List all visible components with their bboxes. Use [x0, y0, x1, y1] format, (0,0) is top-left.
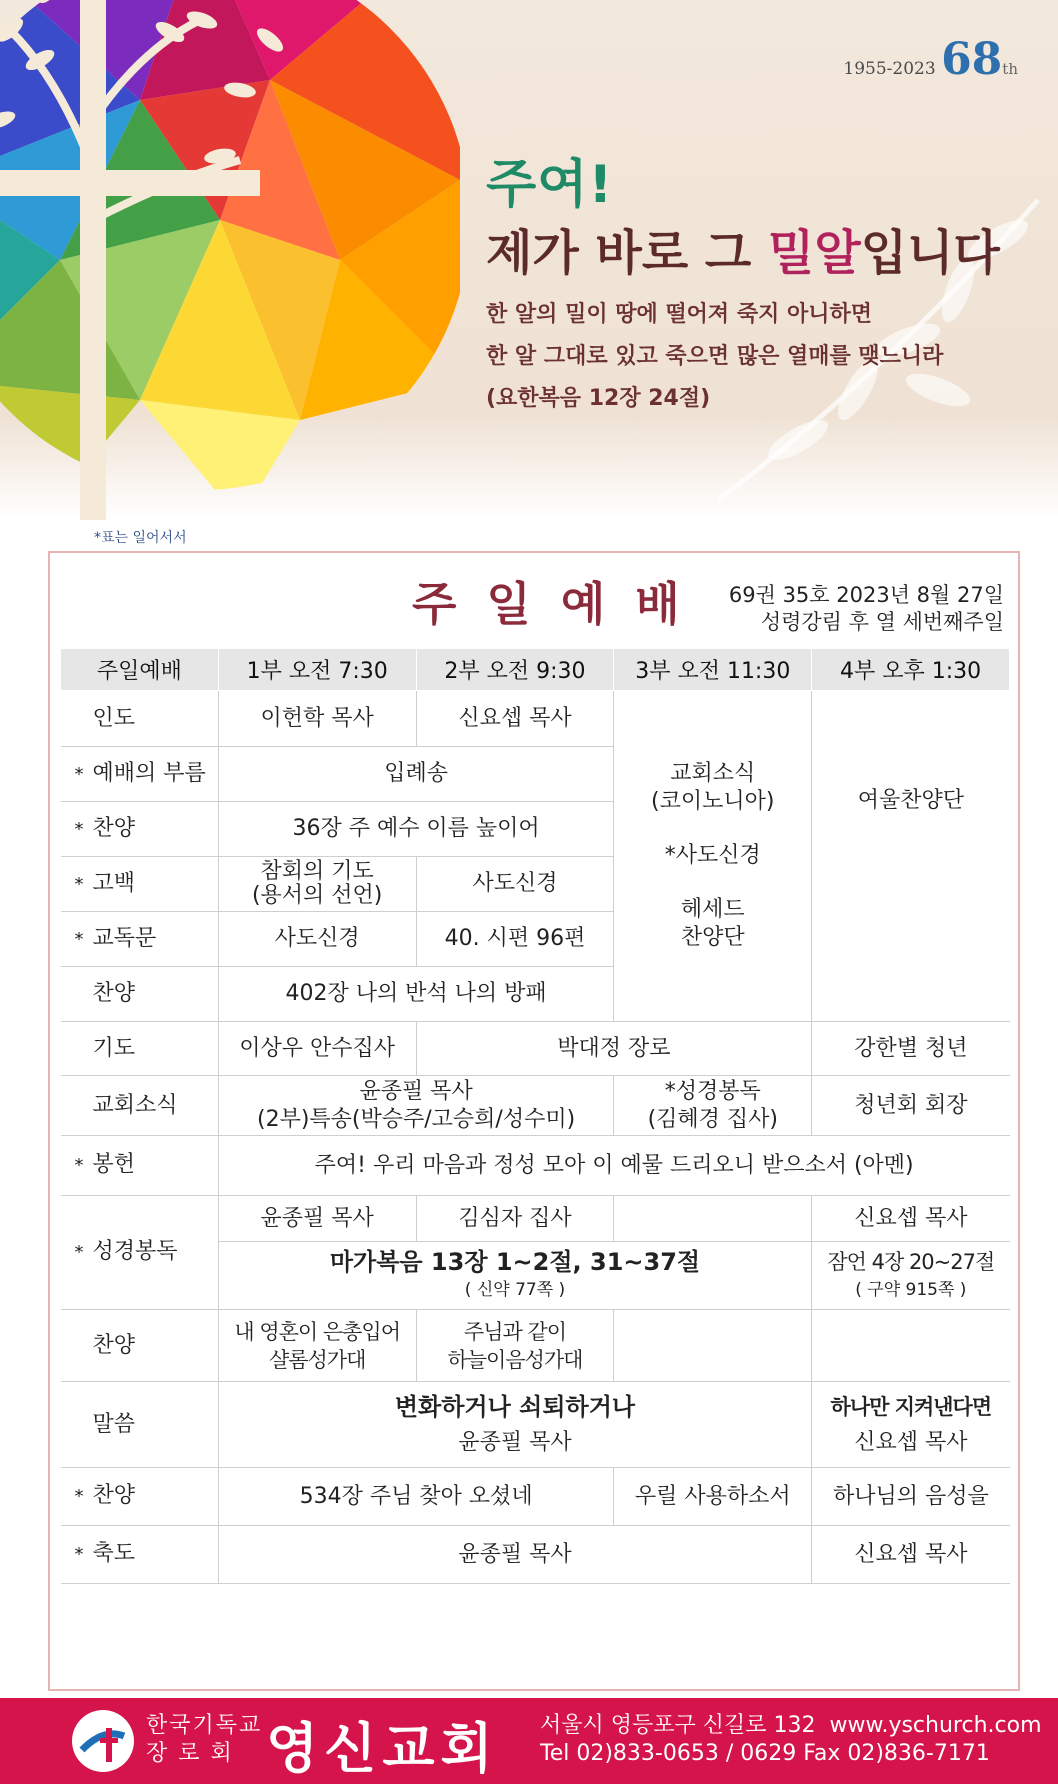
- table-cell-line: 찬양단: [680, 925, 745, 950]
- table-cell-empty: [614, 1196, 812, 1242]
- table-cell: [812, 1382, 1010, 1468]
- column-header: 1부 오전 7:30: [218, 649, 416, 691]
- table-row: [61, 1136, 1010, 1196]
- table-cell-line: (김혜경 집사): [647, 1106, 778, 1132]
- scripture-passage: 잠언 4장 20~27절: [827, 1249, 995, 1274]
- headline-highlight: 밀알: [767, 225, 861, 281]
- row-label: 찬양: [61, 967, 219, 1022]
- row-label-text: 예배의 부름: [92, 760, 206, 786]
- table-cell: [218, 1382, 811, 1468]
- table-cell: 윤종필 목사: [218, 1526, 811, 1584]
- table-header-row: [61, 649, 1010, 691]
- row-label: [61, 1196, 219, 1310]
- table-cell: [218, 857, 416, 912]
- table-row: [61, 1310, 1010, 1382]
- table-cell: [812, 1242, 1010, 1310]
- table-cell: 사도신경: [416, 857, 614, 912]
- table-cell-line: 교회소식: [670, 761, 756, 786]
- stand-marker: *: [74, 1486, 84, 1507]
- table-cell: 이헌학 목사: [218, 691, 416, 747]
- church-address: 서울시 영등포구 신길로 132: [540, 1713, 816, 1738]
- row-label: [61, 857, 219, 912]
- table-row: [61, 1468, 1010, 1526]
- table-cell: [218, 1242, 811, 1310]
- sermon-preacher: 신요셉 목사: [854, 1429, 968, 1455]
- table-cell: 김심자 집사: [416, 1196, 614, 1242]
- stand-marker: *: [74, 763, 84, 785]
- worship-order-table: [60, 648, 1010, 1584]
- table-cell: 주여! 우리 마음과 정성 모아 이 예물 드리오니 받으소서 (아멘): [218, 1136, 1009, 1196]
- table-cell: 40. 시편 96편: [416, 912, 614, 967]
- worship-title: 주일예배: [412, 577, 710, 631]
- table-cell-line: (2부)특송(박승주/고승희/성수미): [256, 1106, 576, 1132]
- column-header: 3부 오전 11:30: [614, 649, 812, 691]
- table-row: [61, 1382, 1010, 1468]
- row-label: 기도: [61, 1022, 219, 1076]
- service3-block: [614, 691, 812, 1022]
- denomination-line-2: 장 로 회: [146, 1741, 234, 1766]
- scripture-verse: [486, 294, 943, 420]
- stand-note: *표는 일어서서: [94, 530, 187, 546]
- stand-marker: *: [74, 1242, 84, 1263]
- table-cell: 이상우 안수집사: [218, 1022, 416, 1076]
- row-label-text: 교독문: [92, 925, 157, 951]
- row-label-text: 찬양: [92, 1483, 136, 1508]
- issue-info: [729, 582, 1004, 636]
- row-label: [61, 1136, 219, 1196]
- denomination-line-1: 한국기독교: [146, 1713, 263, 1738]
- sermon-preacher: 윤종필 목사: [458, 1429, 572, 1455]
- sermon-title: 변화하거나 쇠퇴하거나: [394, 1392, 636, 1421]
- sermon-title: 하나만 지켜낸다면: [830, 1394, 992, 1419]
- table-cell: 하나님의 음성을: [812, 1468, 1010, 1526]
- verse-line-2: 한 알 그대로 있고 죽으면 많은 열매를 맺느니라: [486, 344, 944, 369]
- row-label-text: 성경봉독: [92, 1239, 178, 1264]
- stand-marker: *: [74, 1544, 84, 1565]
- table-row: [61, 1196, 1010, 1242]
- table-cell-empty: [812, 1310, 1010, 1382]
- headline-lord: 주여!: [486, 155, 614, 215]
- table-row: [61, 691, 1010, 747]
- row-label: 말씀: [61, 1382, 219, 1468]
- table-cell: 강한별 청년: [812, 1022, 1010, 1076]
- verse-reference: (요한복음 12장 24절): [486, 386, 711, 411]
- table-cell-line: 주님과 같이: [463, 1319, 567, 1344]
- table-cell-line: (코이노니아): [651, 789, 775, 814]
- table-cell: 신요셉 목사: [812, 1526, 1010, 1584]
- row-label: 교회소식: [61, 1076, 219, 1136]
- row-label-text: 봉헌: [92, 1152, 136, 1177]
- anniversary-badge: [843, 34, 1018, 85]
- table-cell: 윤종필 목사: [218, 1196, 416, 1242]
- row-label: [61, 802, 219, 857]
- table-cell: 신요셉 목사: [812, 1196, 1010, 1242]
- row-label-text: 고백: [92, 870, 136, 896]
- column-header: 주일예배: [61, 649, 219, 691]
- table-cell: 청년회 회장: [812, 1076, 1010, 1136]
- headline-pre: 제가 바로 그: [486, 225, 768, 281]
- table-cell: 입례송: [218, 747, 614, 802]
- table-cell: [218, 1310, 416, 1382]
- table-cell: [614, 1076, 812, 1136]
- stand-marker: *: [74, 1155, 84, 1176]
- table-row: [61, 1076, 1010, 1136]
- table-cell-line: 헤세드: [680, 897, 745, 922]
- table-cell-line: 하늘이음성가대: [447, 1347, 583, 1372]
- church-contact: [540, 1712, 1042, 1768]
- table-cell: 36장 주 예수 이름 높이어: [218, 802, 614, 857]
- row-label: [61, 912, 219, 967]
- scripture-page: ( 신약 77쪽 ): [464, 1279, 566, 1300]
- row-label-text: 축도: [92, 1541, 136, 1566]
- table-cell: [416, 1310, 614, 1382]
- table-cell-line: 내 영혼이 은총입어: [234, 1319, 400, 1344]
- table-cell: 신요셉 목사: [416, 691, 614, 747]
- table-cell: 사도신경: [218, 912, 416, 967]
- stand-marker: *: [74, 818, 84, 840]
- table-cell-line: *사도신경: [664, 843, 761, 868]
- service4-block: 여울찬양단: [812, 691, 1010, 1022]
- church-logo-icon: [72, 1710, 134, 1772]
- headline-post: 입니다: [860, 225, 1000, 281]
- verse-line-1: 한 알의 밀이 땅에 떨어져 죽지 아니하면: [486, 302, 872, 327]
- scripture-page: ( 구약 915쪽 ): [855, 1279, 967, 1300]
- table-cell: 534장 주님 찾아 오셨네: [218, 1468, 614, 1526]
- row-label-text: 찬양: [92, 815, 136, 841]
- row-label: 찬양: [61, 1310, 219, 1382]
- table-cell-line: 샬롬성가대: [268, 1347, 366, 1372]
- headline-main: [486, 214, 1000, 283]
- table-row: [61, 1526, 1010, 1584]
- row-label: [61, 1526, 219, 1584]
- table-cell-line: *성경봉독: [664, 1078, 761, 1104]
- stand-marker: *: [74, 873, 84, 895]
- issue-number-date: 69권 35호 2023년 8월 27일: [728, 583, 1004, 607]
- church-name: 영신교회: [266, 1717, 499, 1780]
- scripture-passage: 마가복음 13장 1~2절, 31~37절: [329, 1247, 701, 1276]
- table-row: [61, 1022, 1010, 1076]
- table-cell: 박대정 장로: [416, 1022, 812, 1076]
- denomination: [146, 1712, 262, 1768]
- table-cell-line: 윤종필 목사: [359, 1078, 473, 1104]
- table-cell: [218, 1076, 614, 1136]
- column-header: 4부 오후 1:30: [812, 649, 1010, 691]
- header-banner: [0, 0, 1058, 520]
- row-label: 인도: [61, 691, 219, 747]
- table-cell-line: 참회의 기도: [260, 859, 374, 884]
- mosaic-cross-tree-illustration: [0, 0, 460, 520]
- table-cell-line: (용서의 선언): [251, 883, 383, 908]
- column-header: 2부 오전 9:30: [416, 649, 614, 691]
- church-website-link[interactable]: www.yschurch.com: [829, 1713, 1042, 1738]
- row-label: [61, 1468, 219, 1526]
- anniversary-suffix: th: [1002, 60, 1018, 78]
- row-label: [61, 747, 219, 802]
- table-cell: 우릴 사용하소서: [614, 1468, 812, 1526]
- years-range: 1955-2023: [843, 59, 936, 79]
- anniversary-number: 68: [941, 34, 1003, 85]
- table-cell: 402장 나의 반석 나의 방패: [218, 967, 614, 1022]
- table-cell-empty: [614, 1310, 812, 1382]
- stand-marker: *: [74, 928, 84, 950]
- liturgical-sunday: 성령강림 후 열 세번째주일: [760, 610, 1004, 634]
- church-footer: [0, 1698, 1058, 1784]
- church-phone: Tel 02)833-0653 / 0629 Fax 02)836-7171: [540, 1741, 990, 1766]
